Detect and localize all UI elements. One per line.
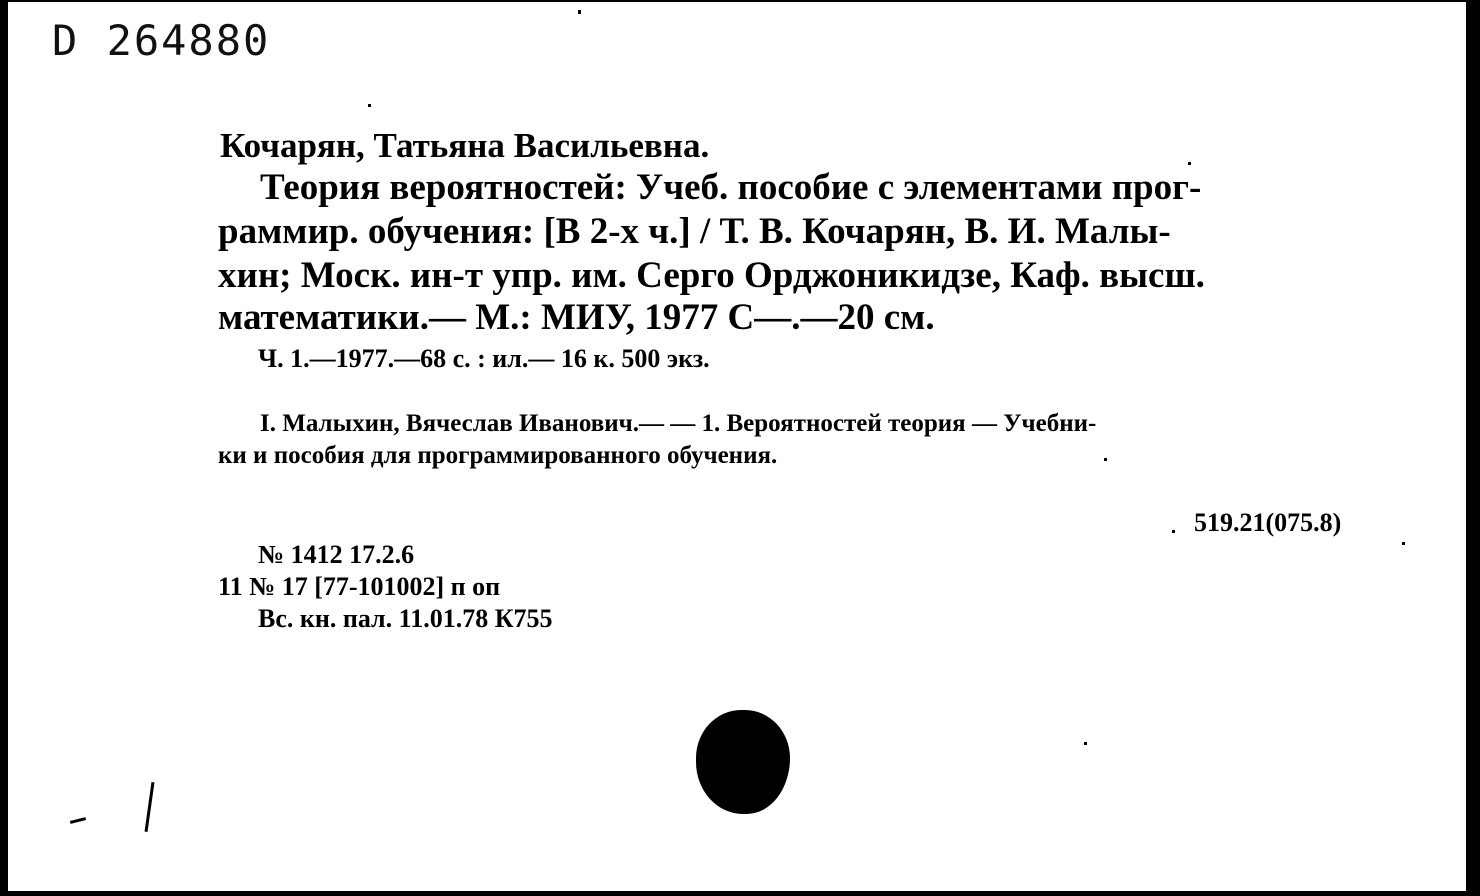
catalog-line-3: Вс. кн. пал. 11.01.78 К755 [258,604,553,633]
catalog-card [8,2,1466,891]
scan-speck [368,104,371,107]
pen-mark [70,817,86,824]
description-line-1: Теория вероятностей: Учеб. пособие с элементами прог- [260,167,1202,208]
scan-speck [1084,742,1087,745]
scan-speck [1104,458,1107,461]
catalog-line-1: № 1412 17.2.6 [258,540,415,569]
stamp-number: D 264880 [52,16,271,65]
tracings-line-1: I. Малыхин, Вячеслав Иванович.— — 1. Вероятностей теория — Учебни- [260,410,1097,437]
scan-speck [1188,162,1191,165]
card-punch-hole [696,710,790,814]
scan-speck [1172,530,1175,533]
description-line-4: математики.— М.: МИУ, 1977 С—.—20 см. [218,297,935,338]
classification-number: 519.21(075.8) [1194,508,1342,537]
scan-speck [578,10,581,14]
scan-speck [1402,542,1405,545]
author-heading: Кочарян, Татьяна Васильевна. [220,126,710,165]
description-line-3: хин; Моск. ин-т упр. им. Серго Орджоникидзе, Каф. высш. [218,255,1205,296]
description-line-2: раммир. обучения: [В 2-х ч.] / Т. В. Кочарян, В. И. Малы- [218,211,1171,252]
tracings-line-2: ки и пособия для программированного обучения. [218,442,778,469]
catalog-line-2: 11 № 17 [77-101002] п оп [218,572,501,601]
pen-mark [145,782,155,832]
part-note: Ч. 1.—1977.—68 с. : ил.— 16 к. 500 экз. [258,344,710,373]
